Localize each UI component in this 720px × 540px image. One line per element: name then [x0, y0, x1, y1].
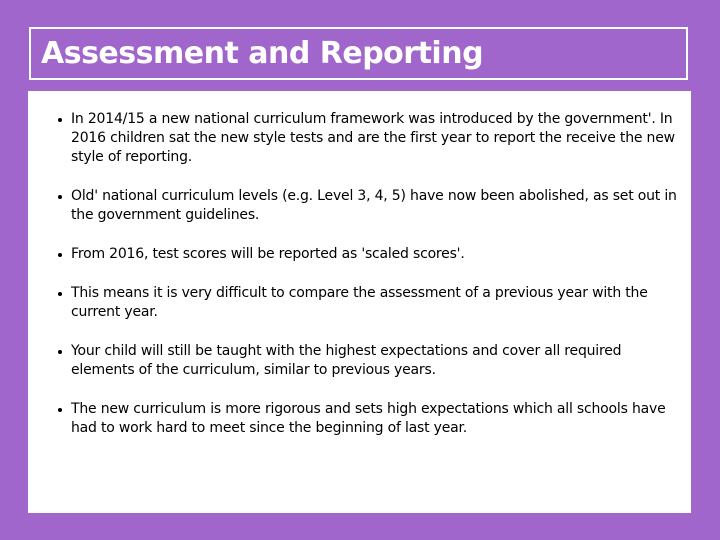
bullet-text: In 2014/15 a new national curriculum framework was introduced by the government'. In 2016 children sat the new style tests and are the first year to report the receive the new style of reporting.	[71, 111, 675, 165]
page-title: Assessment and Reporting	[41, 36, 484, 71]
bullet-dot-icon	[58, 350, 62, 354]
bullet-text: From 2016, test scores will be reported as 'scaled scores'.	[71, 246, 465, 262]
bullet-text: Your child will still be taught with the highest expectations and cover all required elements of the curriculum, similar to previous years.	[71, 343, 622, 378]
bullet-list	[58, 110, 683, 458]
bullet-dot-icon	[58, 118, 62, 122]
bullet-item	[58, 400, 683, 438]
bullet-text: This means it is very difficult to compare the assessment of a previous year with the current year.	[71, 285, 648, 320]
bullet-dot-icon	[58, 292, 62, 296]
bullet-dot-icon	[58, 195, 62, 199]
bullet-dot-icon	[58, 253, 62, 257]
bullet-dot-icon	[58, 408, 62, 412]
bullet-item	[58, 245, 683, 264]
bullet-item	[58, 110, 683, 167]
bullet-text: The new curriculum is more rigorous and sets high expectations which all schools have had to work hard to meet since the beginning of last year.	[71, 401, 666, 436]
bullet-item	[58, 284, 683, 322]
bullet-item	[58, 187, 683, 225]
bullet-item	[58, 342, 683, 380]
title-box	[29, 27, 688, 80]
bullet-text: Old' national curriculum levels (e.g. Level 3, 4, 5) have now been abolished, as set out in the government guidelines.	[71, 188, 677, 223]
content-panel	[28, 91, 691, 513]
